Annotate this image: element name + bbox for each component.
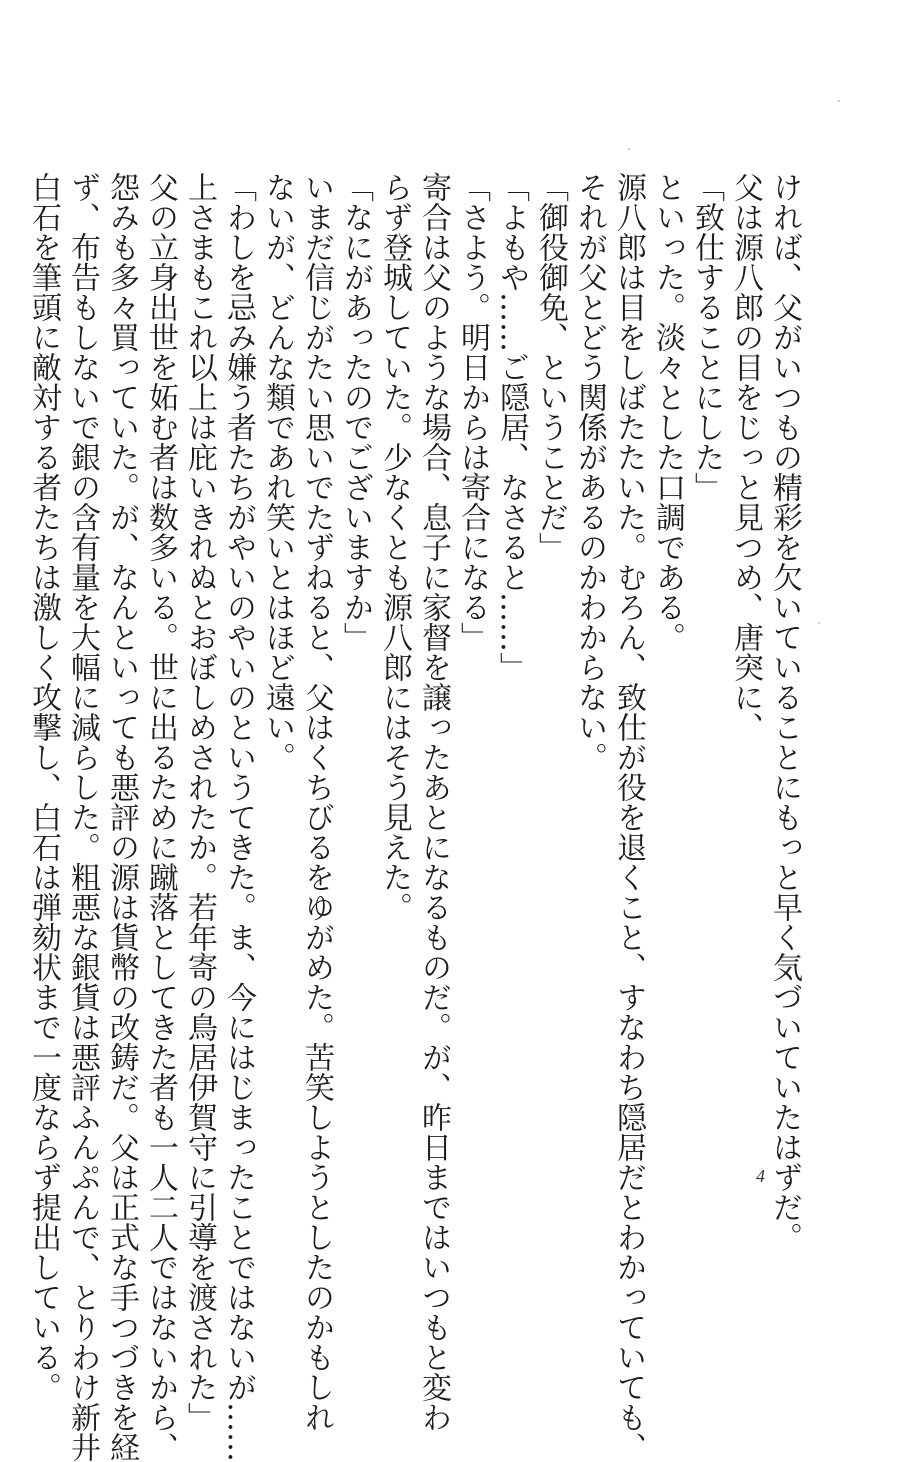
paper-speck <box>818 622 820 624</box>
paper-speck <box>628 148 630 150</box>
text-line-1: ければ、父がいつもの精彩を欠いていることにもっと早く気づいていたはずだ。 <box>767 172 802 1252</box>
text-line-2: 父は源八郎の目をじっと見つめ、唐突に、 <box>728 172 763 742</box>
text-line-6: それが父とどう関係があるのかわからない。 <box>572 172 607 772</box>
text-line-8: 「よもや……ご隠居、なさると……」 <box>494 172 529 682</box>
text-line-12: 「なにがあったのでございますか」 <box>338 172 373 652</box>
text-line-5: 源八郎は目をしばたたいた。むろん、致仕が役を退くこと、すなわち隠居だとわかっていても、 <box>611 172 646 1462</box>
text-line-3: 「致仕することにした」 <box>689 172 724 502</box>
text-line-10: 寄合は父のような場合、息子に家督を譲ったあとになるものだ。が、昨日まではいつもと変わ <box>416 172 451 1432</box>
text-line-18: 怨みも多々買っていた。が、なんといっても悪評の源は貨幣の改鋳だ。父は正式な手つづきを経 <box>104 172 139 1462</box>
text-line-15: 「わしを忌み嫌う者たちがやいのやいのというてきた。ま、今にはじまったことではないが…… <box>221 172 256 1462</box>
text-line-13: いまだ信じがたい思いでたずねると、父はくちびるをゆがめた。苦笑しようとしたのかもしれ <box>299 172 334 1432</box>
text-line-20: 白石を筆頭に敵対する者たちは激しく攻撃し、白石は弾劾状まで一度ならず提出している。 <box>26 172 61 1402</box>
text-line-16: 上さまもこれ以上は庇いきれぬとおぼしめされたか。若年寄の鳥居伊賀守に引導を渡された」 <box>182 172 217 1432</box>
text-line-19: ず、布告もしないで銀の含有量を大幅に減らした。粗悪な銀貨は悪評ふんぷんで、とりわけ新井 <box>65 172 100 1462</box>
text-line-11: らず登城していた。少なくとも源八郎にはそう見えた。 <box>377 172 412 922</box>
text-line-14: ないが、どんな類であれ笑いとはほど遠い。 <box>260 172 295 772</box>
text-line-7: 「御役御免、ということだ」 <box>533 172 568 562</box>
text-line-17: 父の立身出世を妬む者は数多いる。世に出るために蹴落としてきた者も一人二人ではないから、 <box>143 172 178 1462</box>
page-number: 4 <box>756 1166 765 1186</box>
text-line-4: といった。淡々とした口調である。 <box>650 172 685 652</box>
vertical-text-body <box>24 172 804 1462</box>
paper-speck <box>838 100 840 102</box>
text-line-9: 「さよう。明日からは寄合になる」 <box>455 172 490 652</box>
